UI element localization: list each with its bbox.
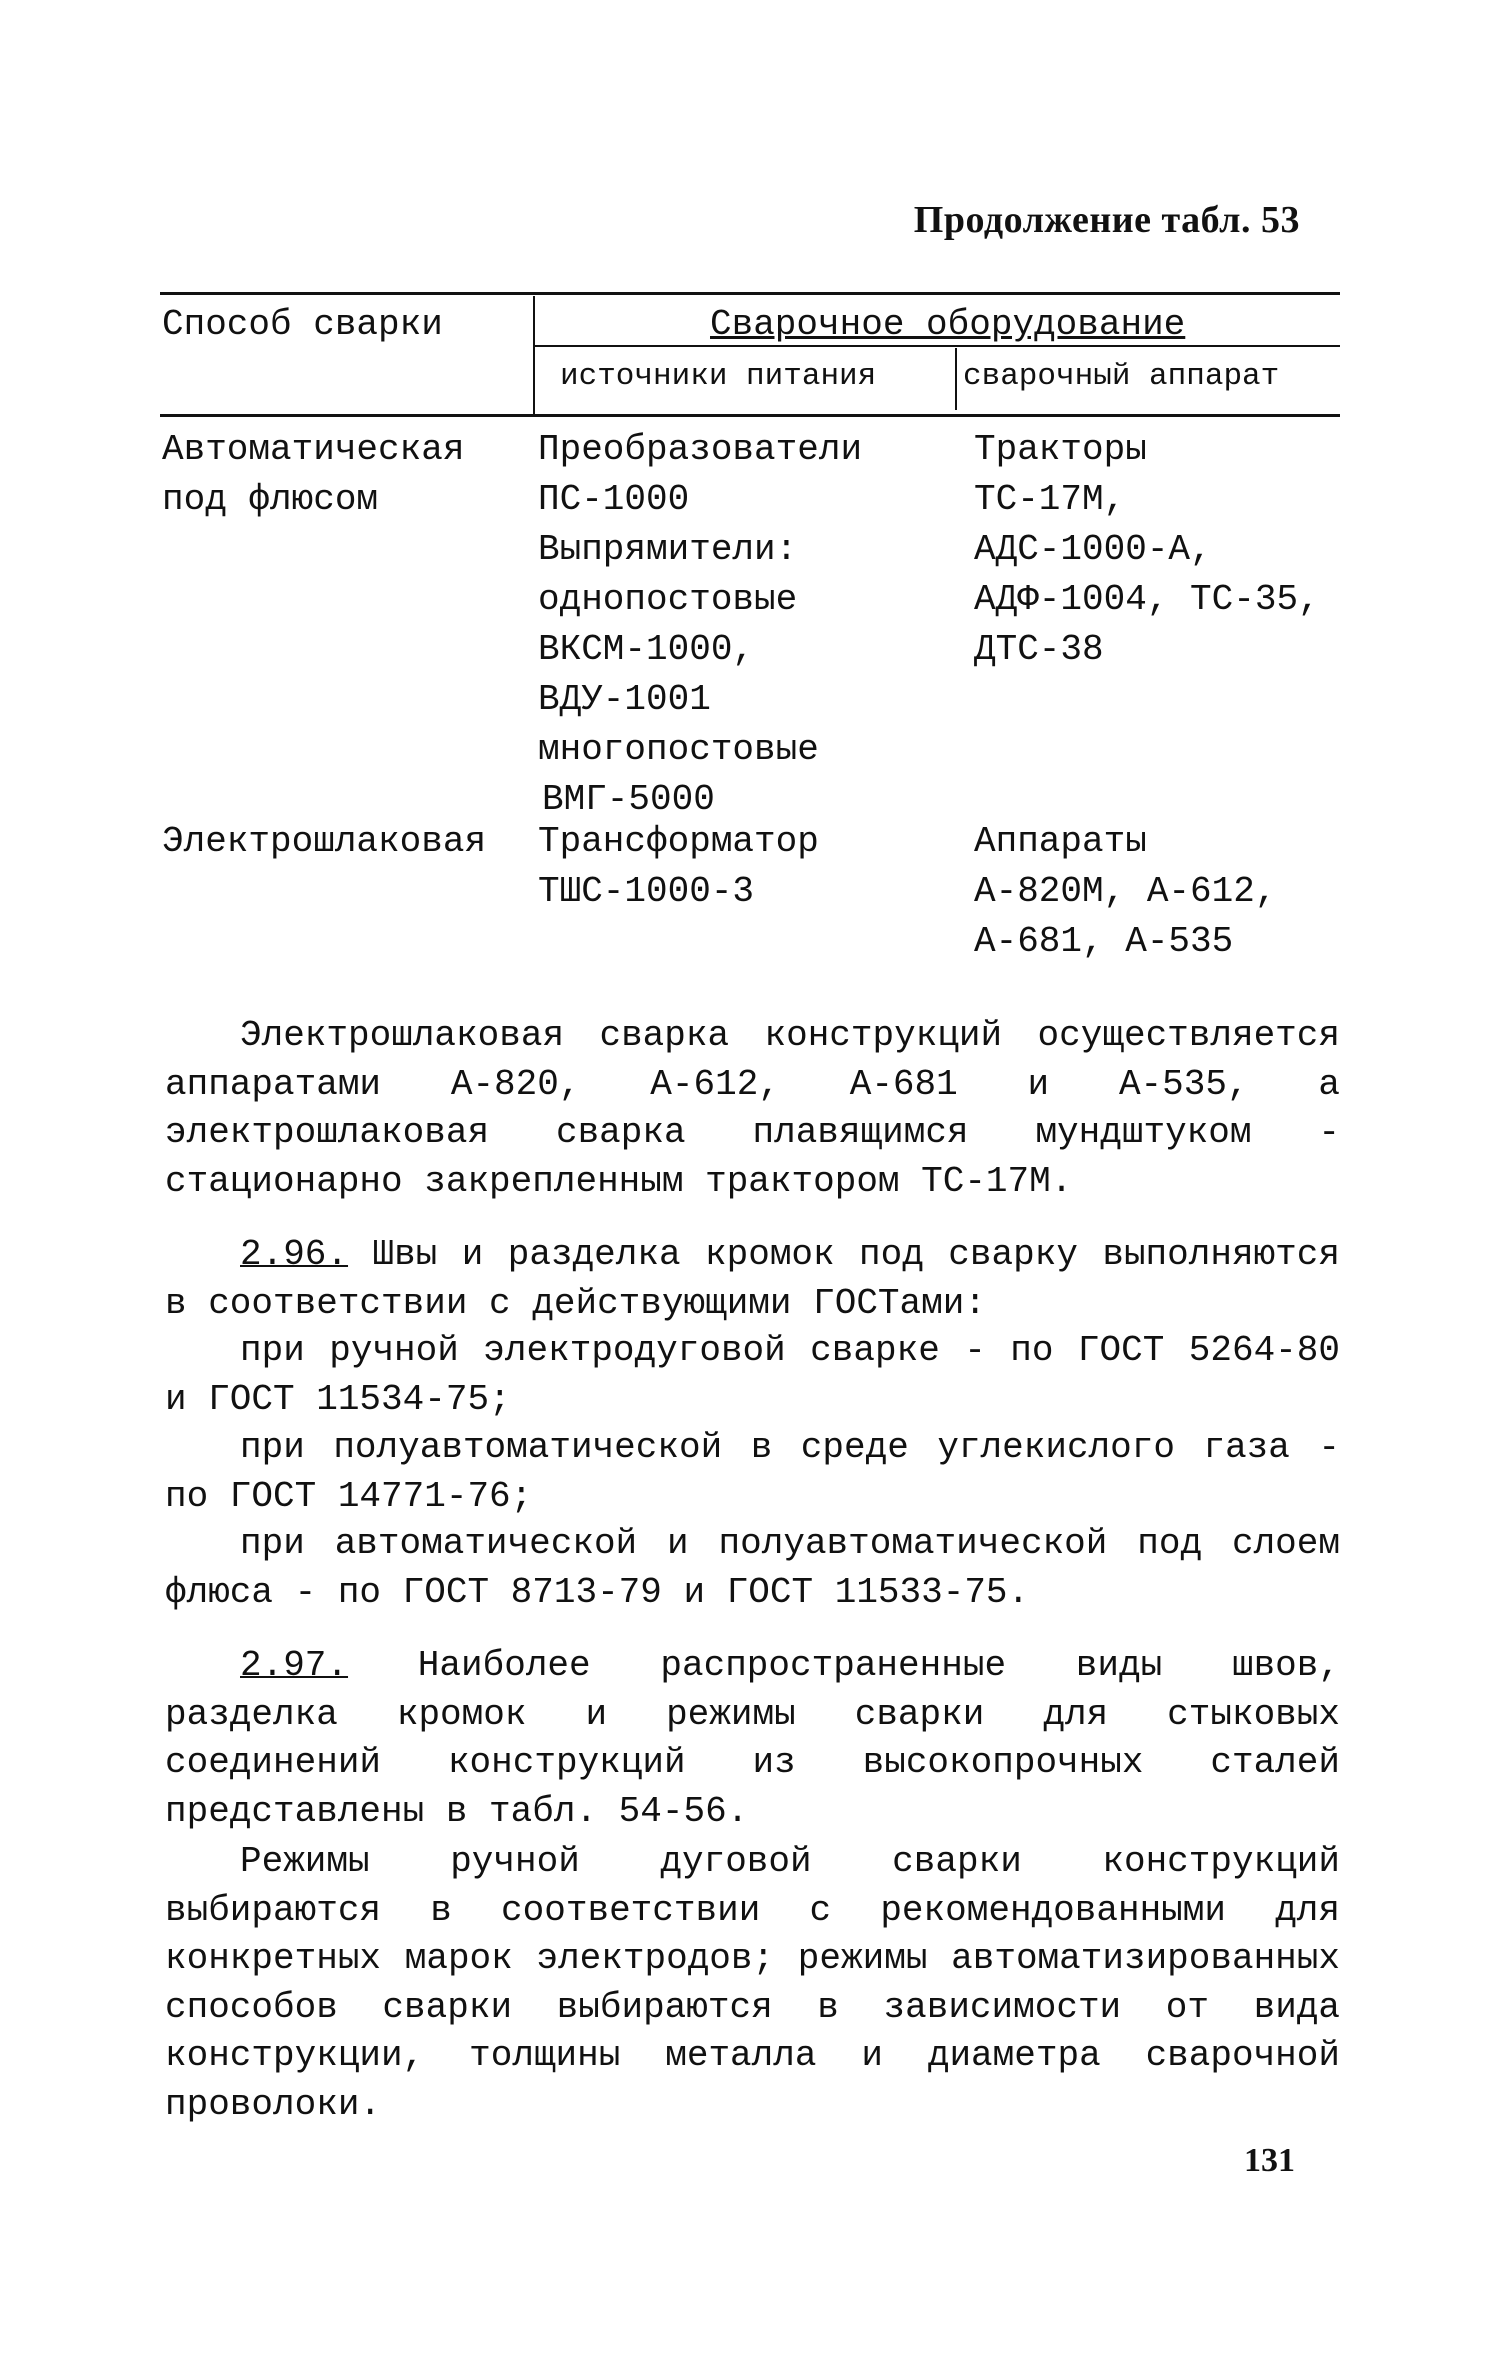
paragraph-2-97-text: Наиболее распространенные виды швов, разделка кромок и режимы сварки для стыковых соединений конструкций из высокопрочных сталей представлены в табл. 54-56. xyxy=(165,1645,1340,1832)
row1-power-line2: ПС-1000 xyxy=(538,479,690,520)
section-number-2-96: 2.96. xyxy=(240,1234,349,1275)
row1-apparatus-line2: ТС-17М, xyxy=(974,479,1126,520)
row1-method-line2: под флюсом xyxy=(162,479,379,520)
col-header-method: Способ сварки xyxy=(162,304,443,345)
header-vertical-divider xyxy=(533,296,535,414)
col-header-power-sources: источники питания xyxy=(560,359,877,394)
subheader-divider xyxy=(955,348,957,410)
paragraph-co2-semiauto: при полуавтоматической в среде углекислого газа - по ГОСТ 14771-76; xyxy=(165,1427,1340,1517)
row1-power-line5: ВКСМ-1000, xyxy=(538,629,755,670)
paragraph-2-96 xyxy=(165,1231,1340,1328)
row1-power-line7: многопостовые xyxy=(538,729,819,770)
row2-power-line1: Трансформатор xyxy=(538,821,819,862)
col-header-welding-apparatus: сварочный аппарат xyxy=(963,359,1280,394)
row2-apparatus-line1: Аппараты xyxy=(974,821,1147,862)
row1-apparatus-line4: АДФ-1004, ТС-35, xyxy=(974,579,1320,620)
paragraph-2-96-text: Швы и разделка кромок под сварку выполняются в соответствии с действующими ГОСТами: xyxy=(165,1234,1340,1324)
page-number: 131 xyxy=(1244,2142,1295,2179)
table-caption: Продолжение табл. 53 xyxy=(913,199,1300,241)
row1-method-line1: Автоматическая xyxy=(162,429,465,470)
row2-power-line2: ТШС-1000-3 xyxy=(538,871,755,912)
paragraph-submerged-arc: при автоматической и полуавтоматической под слоем флюса - по ГОСТ 8713-79 и ГОСТ 11533-75. xyxy=(165,1523,1340,1613)
row1-apparatus-line3: АДС-1000-А, xyxy=(974,529,1212,570)
row1-power-line1: Преобразователи xyxy=(538,429,863,470)
paragraph-electroslag: Электрошлаковая сварка конструкций осуществляется аппаратами А-820, А-612, А-681 и А-535, а электрошлаковая сварка плавящимся мундштуком - стационарно закрепленным трактором ТС-17М. xyxy=(165,1015,1340,1202)
row1-power-sources xyxy=(538,425,862,825)
row1-power-line3: Выпрямители: xyxy=(538,529,798,570)
row1-method xyxy=(162,425,464,525)
row1-apparatus-line1: Тракторы xyxy=(974,429,1147,470)
row2-method-line1: Электрошлаковая xyxy=(162,821,487,862)
paragraph-manual-arc: при ручной электродуговой сварке - по ГОСТ 5264-80 и ГОСТ 11534-75; xyxy=(165,1330,1340,1420)
table-top-rule xyxy=(160,292,1340,295)
row2-method xyxy=(162,817,486,867)
col-header-equipment: Сварочное оборудование xyxy=(710,304,1186,345)
row1-power-line4: однопостовые xyxy=(538,579,798,620)
row2-power-sources xyxy=(538,817,819,917)
paragraph-2-97 xyxy=(165,1642,1340,1836)
row1-power-line6: ВДУ-1001 xyxy=(538,679,711,720)
row1-apparatus-line5: ДТС-38 xyxy=(974,629,1104,670)
paragraph-welding-modes: Режимы ручной дуговой сварки конструкций выбираются в соответствии с рекомендованными для конкретных марок электродов; режимы автоматизированных способов сварки выбираются в зависимости от вида конструкции, толщины металла и диаметра сварочной проволоки. xyxy=(165,1841,1340,2125)
header-bottom-rule xyxy=(160,414,1340,417)
section-number-2-97: 2.97. xyxy=(240,1645,349,1686)
row1-apparatus xyxy=(974,425,1320,675)
row1-power-line8: ВМГ-5000 xyxy=(542,779,715,820)
row2-apparatus xyxy=(974,817,1276,967)
row2-apparatus-line2: А-820М, А-612, xyxy=(974,871,1277,912)
row2-apparatus-line3: А-681, А-535 xyxy=(974,921,1234,962)
